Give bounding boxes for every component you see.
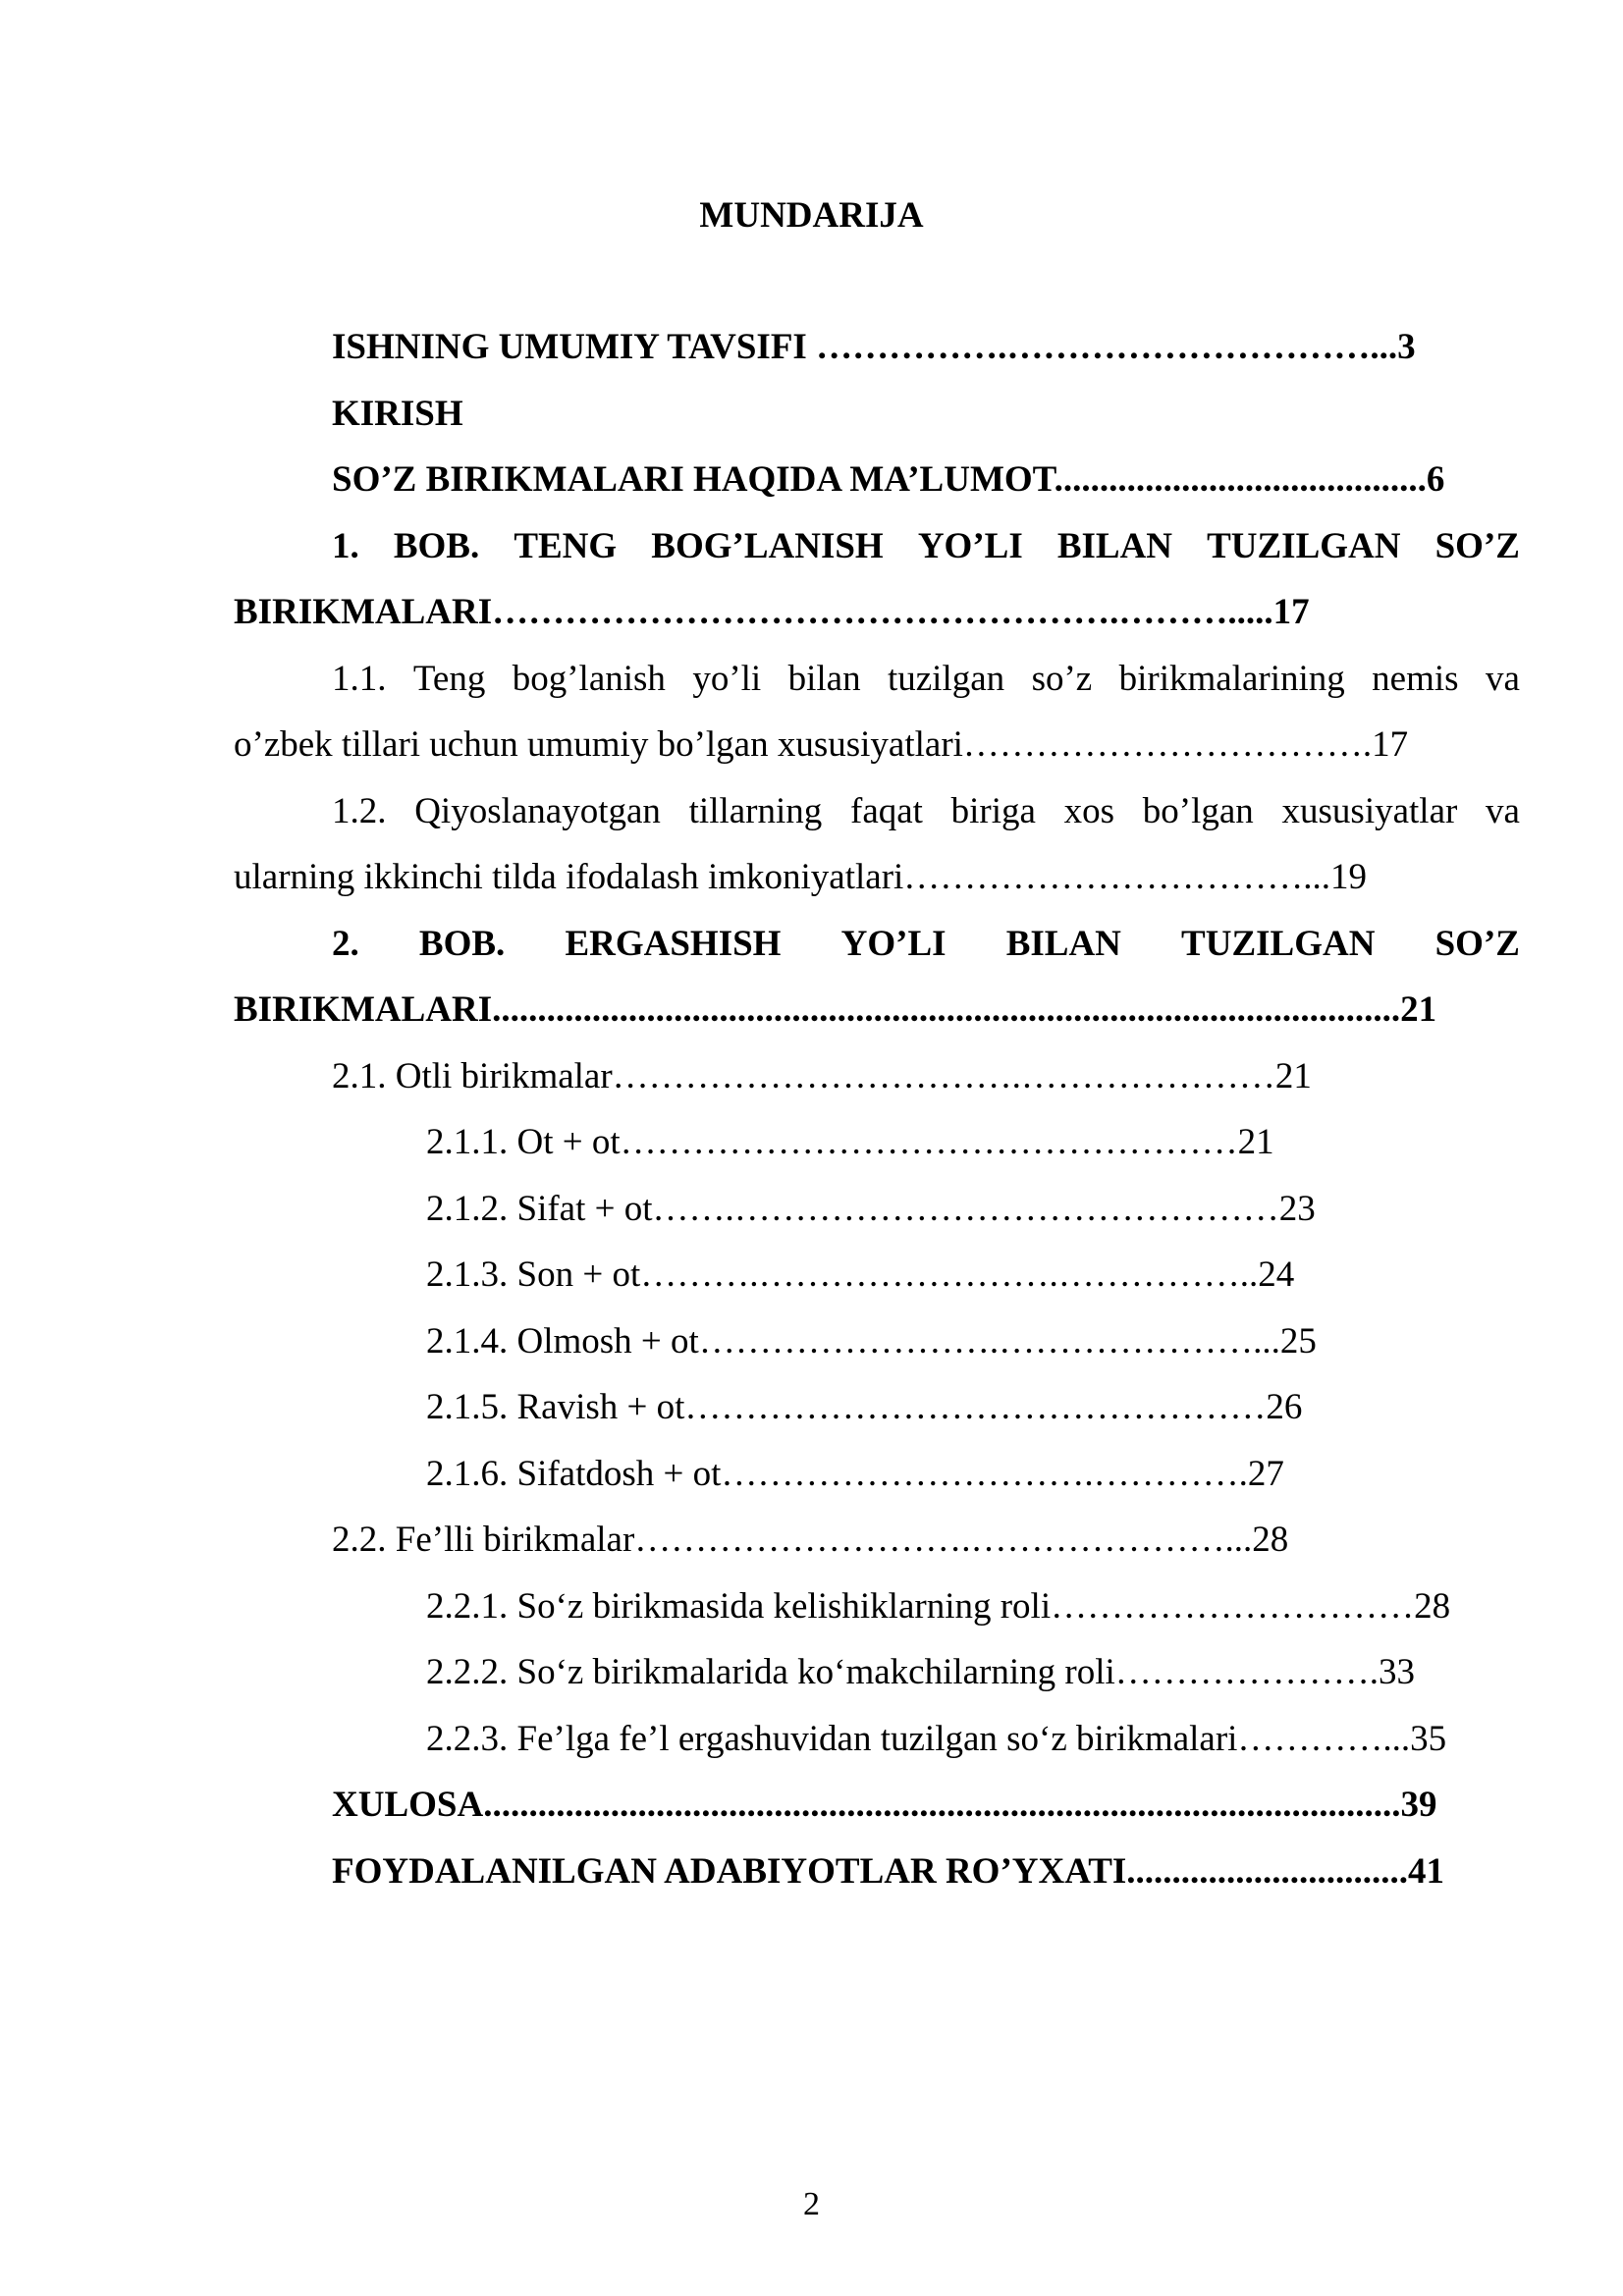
toc-word: tillarning (688, 791, 823, 831)
toc-word: BOG’LANISH (651, 526, 884, 566)
toc-word: 1.1. (332, 659, 387, 699)
toc-word: biriga (950, 791, 1036, 831)
toc-word: 1.2. (332, 791, 387, 831)
toc-entry-2-2-1: 2.2.1. So‘z birikmasida kelishiklarning roli…………………………28 (426, 1586, 1451, 1627)
toc-entry-2-1-5: 2.1.5. Ravish + ot…………………………………………26 (426, 1387, 1303, 1427)
page-number: 2 (803, 2186, 820, 2222)
toc-word: so’z (1031, 659, 1093, 699)
toc-word: 1. (332, 526, 359, 566)
toc-word: bog’lanish (512, 659, 666, 699)
toc-entry-ishning-umumiy-tavsifi: ISHNING UMUMIY TAVSIFI …………….…………………………...3 (332, 327, 1416, 367)
toc-word: YO’LI (840, 924, 947, 964)
toc-word: BILAN (1056, 526, 1173, 566)
toc-entry-2-2: 2.2. Fe’lli birikmalar……………………….…………………...28 (332, 1520, 1289, 1560)
toc-entry-2-1-1: 2.1.1. Ot + ot……………………………………………21 (426, 1122, 1274, 1162)
toc-entry-2-1: 2.1. Otli birikmalar…………………………….…………………21 (332, 1056, 1312, 1096)
toc-entry-2-1-3: 2.1.3. Son + ot……….…………………….……………..24 (426, 1255, 1295, 1295)
toc-word: bilan (787, 659, 861, 699)
toc-word: BILAN (1005, 924, 1121, 964)
toc-entry-adabiyotlar: FOYDALANILGAN ADABIYOTLAR RO’YXATI...............................41 (332, 1851, 1445, 1892)
toc-word: va (1486, 791, 1520, 831)
toc-word: birikmalarining (1118, 659, 1345, 699)
toc-entry-1-2-line2: ularning ikkinchi tilda ifodalash imkoniyatlari……………………………...19 (234, 857, 1368, 897)
toc-entry-bob2-line2: BIRIKMALARI....................................................................................................21 (234, 989, 1437, 1030)
toc-word: faqat (850, 791, 923, 831)
page-title: MUNDARIJA (699, 195, 924, 236)
toc-word: xususiyatlar (1281, 791, 1458, 831)
toc-word: TUZILGAN (1181, 924, 1376, 964)
toc-word: Teng (412, 659, 486, 699)
toc-entry-2-1-6: 2.1.6. Sifatdosh + ot………………………….………….27 (426, 1454, 1284, 1494)
toc-word: SO’Z (1434, 924, 1520, 964)
toc-word: BOB. (393, 526, 480, 566)
toc-word: tuzilgan (887, 659, 1005, 699)
toc-entry-1-2-line1 (332, 790, 1520, 833)
toc-entry-2-2-3: 2.2.3. Fe’lga fe’l ergashuvidan tuzilgan so‘z birikmalari…………...35 (426, 1719, 1447, 1759)
toc-word: xos (1063, 791, 1115, 831)
toc-word: TUZILGAN (1207, 526, 1401, 566)
toc-word: va (1485, 659, 1520, 699)
toc-word: BOB. (418, 924, 506, 964)
toc-word: 2. (332, 924, 359, 964)
toc-entry-1-1-line1 (332, 658, 1520, 701)
toc-word: TENG (514, 526, 618, 566)
toc-word: yo’li (692, 659, 762, 699)
toc-entry-bob2-line1 (332, 923, 1520, 966)
toc-word: YO’LI (917, 526, 1023, 566)
toc-entry-2-1-4: 2.1.4. Olmosh + ot…………………….…………………...25 (426, 1321, 1317, 1362)
toc-word: bo’lgan (1142, 791, 1254, 831)
toc-entry-2-2-2: 2.2.2. So‘z birikmalarida ko‘makchilarning roli………………….33 (426, 1652, 1416, 1692)
toc-entry-bob1-line2: BIRIKMALARI…………………………………………….……….....17 (234, 592, 1310, 632)
toc-word: Qiyoslanayotgan (414, 791, 661, 831)
toc-entry-soz-birikmalari-haqida: SO’Z BIRIKMALARI HAQIDA MA’LUMOT.........................................6 (332, 459, 1445, 500)
toc-word: SO’Z (1434, 526, 1520, 566)
toc-entry-bob1-line1 (332, 525, 1520, 568)
toc-word: ERGASHISH (565, 924, 782, 964)
toc-entry-1-1-line2: o’zbek tillari uchun umumiy bo’lgan xususiyatlari…………………………….17 (234, 724, 1409, 765)
toc-entry-2-1-2: 2.1.2. Sifat + ot…….………………………………………23 (426, 1189, 1316, 1229)
toc-entry-xulosa: XULOSA.....................................................................................................39 (332, 1785, 1437, 1825)
toc-entry-kirish: KIRISH (332, 394, 463, 434)
toc-word: nemis (1372, 659, 1459, 699)
